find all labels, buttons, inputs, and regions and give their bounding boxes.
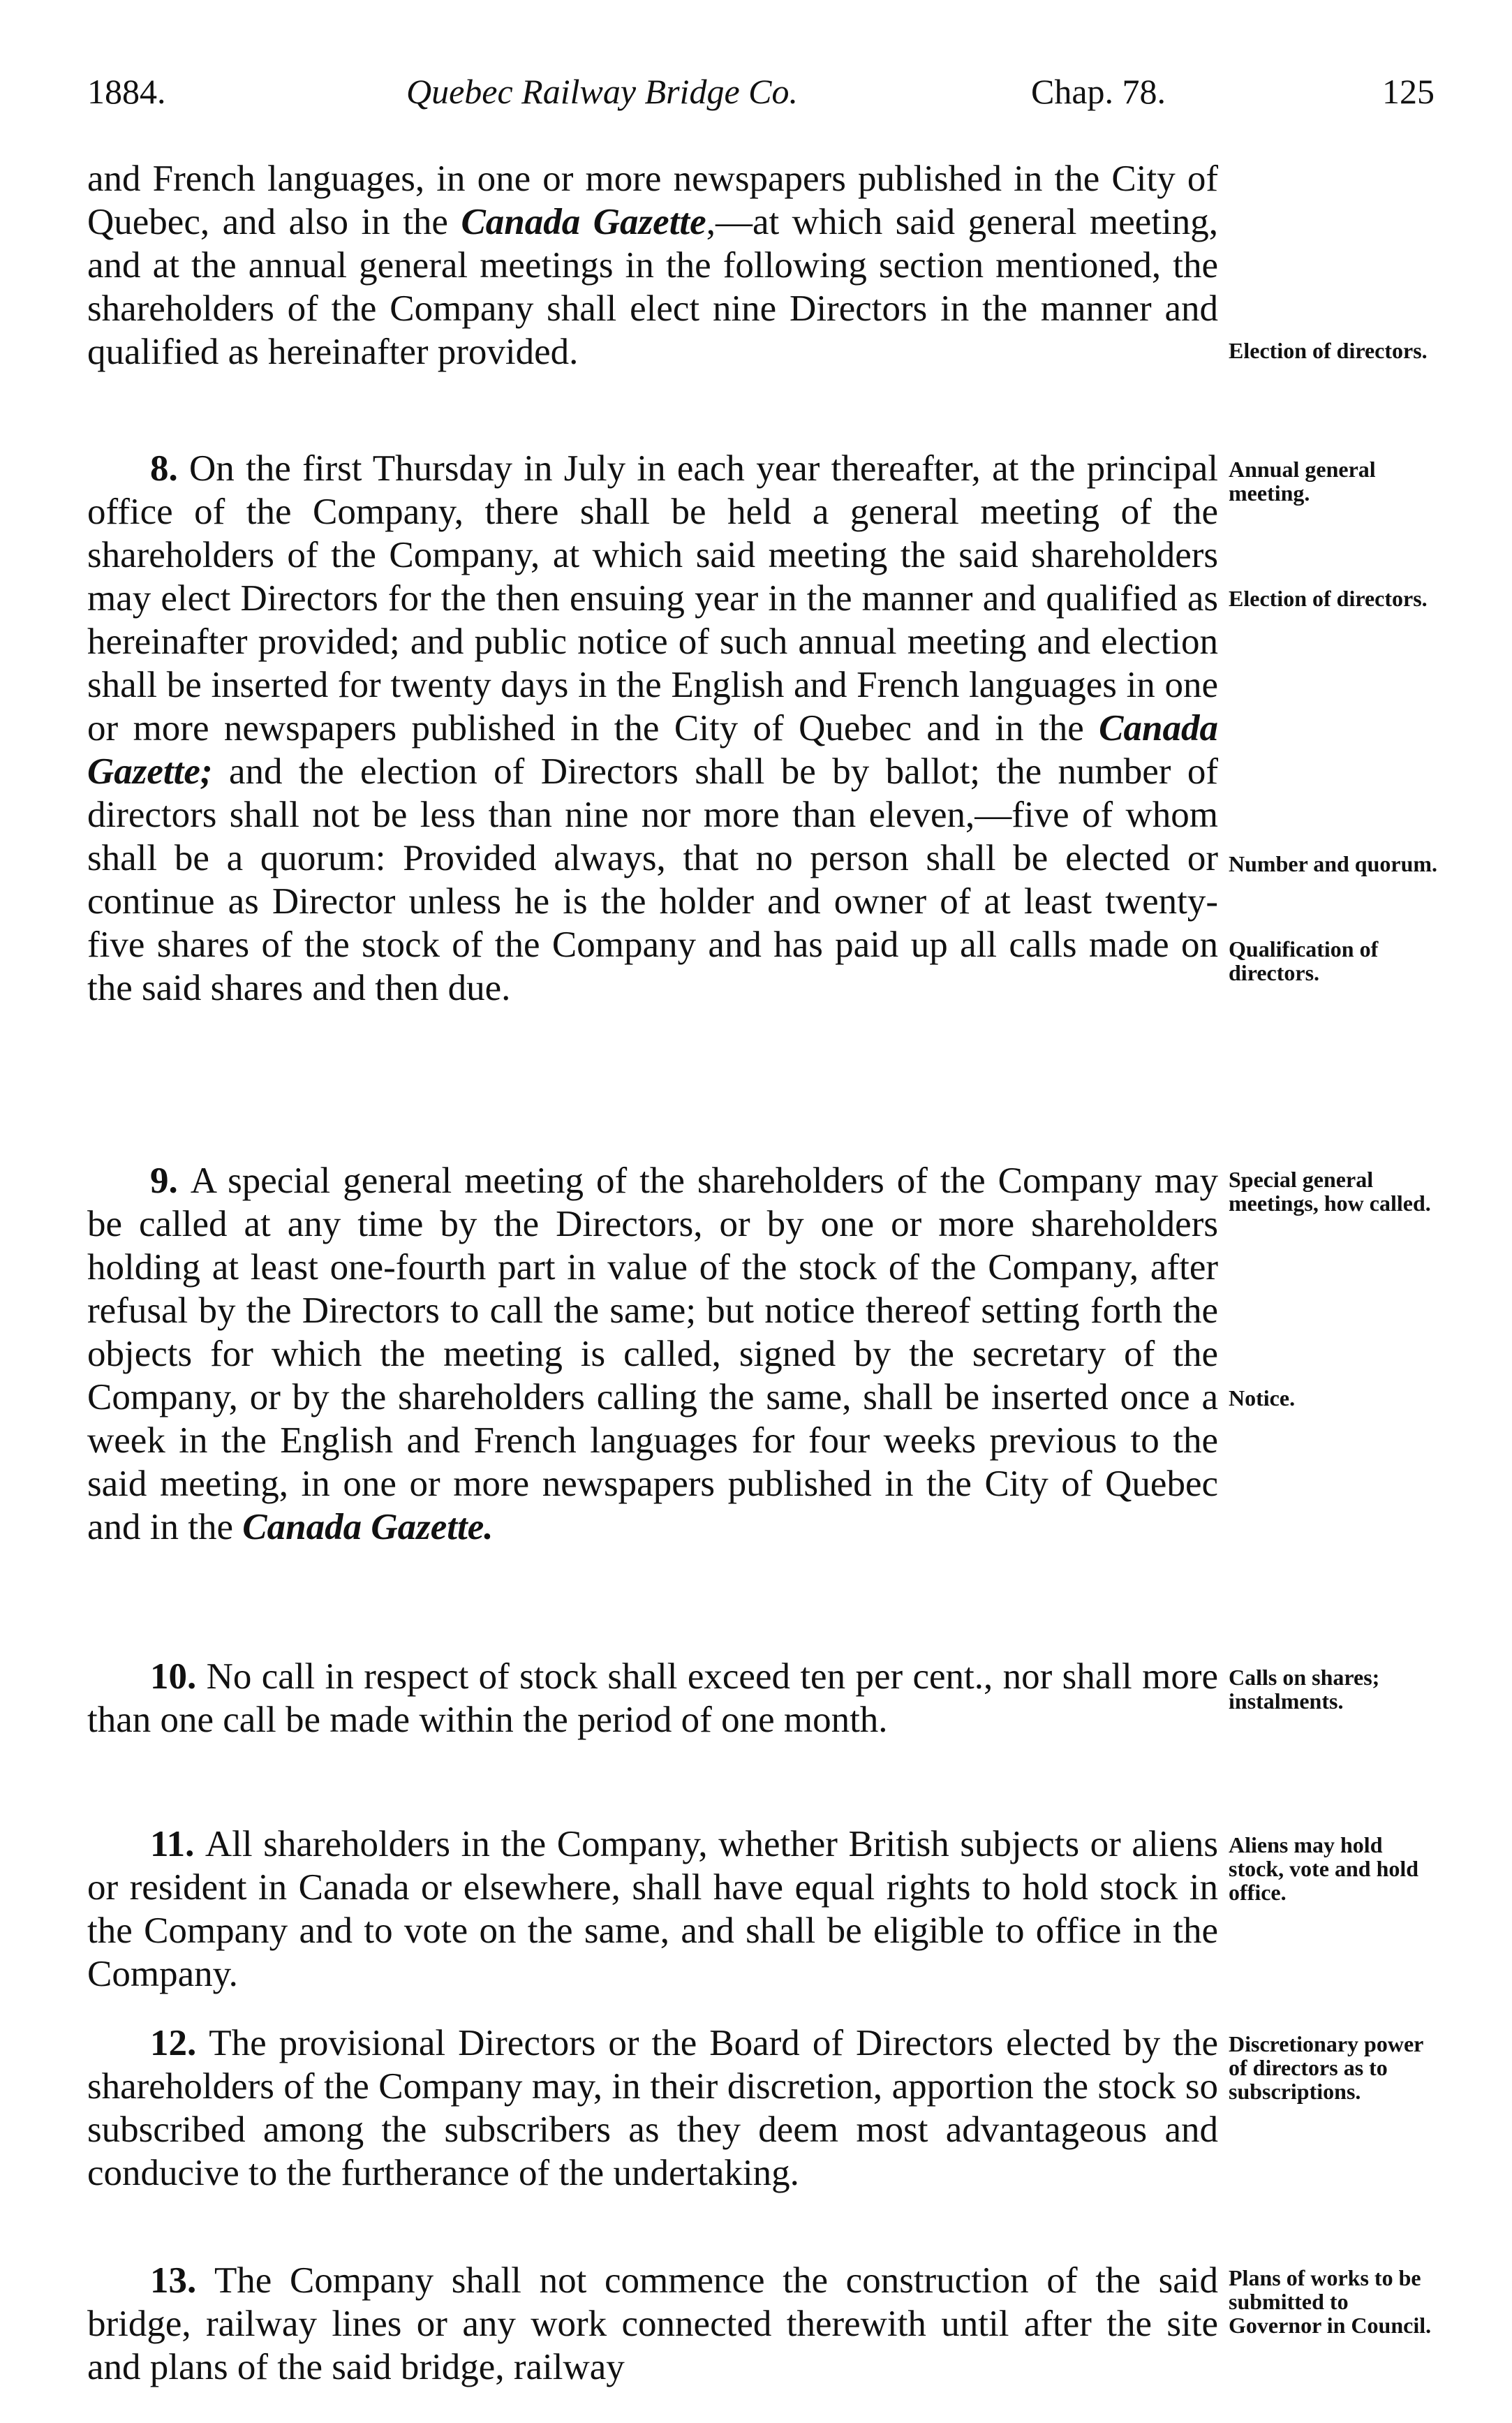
- paragraph-text: All shareholders in the Company, whether British subjects or aliens or resident in Canada or elsewhere, shall have equal rights to hold stock in the Company and to vote on the same, and shall be eligible to office in the Company.: [87, 1824, 1218, 1994]
- section-12: [87, 2021, 1218, 2195]
- margin-note: Number and quorum.: [1229, 851, 1438, 876]
- margin-note: Notice.: [1229, 1385, 1296, 1411]
- margin-note: Election of directors.: [1229, 338, 1428, 363]
- paragraph: [87, 2259, 1218, 2389]
- header-page-number: 125: [1382, 72, 1435, 111]
- margin-note: Aliens may hold stock, vote and hold office.: [1229, 1832, 1419, 1905]
- section-10: [87, 1655, 1218, 1741]
- section-number: 11.: [150, 1824, 205, 1864]
- section-number: 10.: [150, 1656, 207, 1697]
- section-7-continuation: [87, 157, 1218, 374]
- italic-citation: Canada Gazette.: [242, 1507, 494, 1547]
- paragraph: [87, 157, 1218, 374]
- section-number: 9.: [150, 1161, 191, 1201]
- paragraph-text: On the first Thursday in July in each year thereafter, at the principal office of the Company, there shall be held a general meeting of the shareholders of the Company, at which said meeting the said shareholders may elect Directors for the then ensuing year in the manner and qualified as hereinafter provided; and public notice of such annual meeting and election shall be inserted for twenty days in the English and French languages in one or more newspapers published in the City of Quebec and in the: [87, 448, 1218, 749]
- section-number: 12.: [150, 2023, 209, 2063]
- italic-citation: Canada Gazette;: [87, 708, 1218, 792]
- section-9: [87, 1159, 1218, 1549]
- margin-note: Annual general meeting.: [1229, 457, 1376, 506]
- section-8: [87, 447, 1218, 1010]
- italic-citation: Canada Gazette: [461, 202, 706, 242]
- paragraph-text: A special general meeting of the shareholders of the Company may be called at any time by the Directors, or by one or more shareholders holding at least one-fourth part in value of the stock of the Company, after refusal by the Directors to call the same; but notice thereof setting forth the objects for which the meeting is called, signed by the secretary of the Company, or by the shareholders calling the same, shall be inserted once a week in the English and French languages for four weeks previous to the said meeting, in one or more newspapers published in the City of Quebec and in the: [87, 1161, 1218, 1547]
- margin-note: Discretionary power of directors as to subscriptions.: [1229, 2031, 1423, 2104]
- margin-note: Qualification of directors.: [1229, 936, 1379, 985]
- margin-note: Calls on shares; instalments.: [1229, 1665, 1380, 1714]
- section-number: 8.: [150, 448, 190, 489]
- margin-note: Plans of works to be submitted to Governor in Council.: [1229, 2265, 1432, 2338]
- paragraph-text: The Company shall not commence the construction of the said bridge, railway lines or any work connected therewith until after the site and plans of the said bridge, railway: [87, 2260, 1218, 2387]
- header-year: 1884.: [87, 72, 166, 111]
- paragraph: [87, 447, 1218, 1010]
- paragraph-text: and French languages, in one or more newspapers published in the City of Quebec, and also in the: [87, 159, 1218, 242]
- paragraph-text: The provisional Directors or the Board of Directors elected by the shareholders of the Company may, in their discretion, apportion the stock so subscribed among the subscribers as they deem most advantageous and conducive to the furtherance of the undertaking.: [87, 2023, 1218, 2193]
- paragraph-text: No call in respect of stock shall exceed ten per cent., nor shall more than one call be made within the period of one month.: [87, 1656, 1219, 1740]
- paragraph: [87, 1159, 1218, 1549]
- section-11: [87, 1822, 1218, 1996]
- running-header: [87, 71, 1435, 127]
- margin-note: Special general meetings, how called.: [1229, 1167, 1431, 1216]
- paragraph: [87, 1822, 1218, 1996]
- section-number: 13.: [150, 2260, 214, 2301]
- paragraph-text: ,—at which said general meeting, and at the annual general meetings in the following section mentioned, the shareholders of the Company shall elect nine Directors in the manner and qualified as hereinafter provided.: [87, 202, 1218, 372]
- paragraph: [87, 1655, 1218, 1741]
- section-13: [87, 2259, 1218, 2389]
- margin-note: Election of directors.: [1229, 586, 1428, 611]
- header-chapter: Chap. 78.: [1031, 72, 1166, 111]
- paragraph: [87, 2021, 1218, 2195]
- header-running-title: Quebec Railway Bridge Co.: [406, 72, 798, 111]
- paragraph-text: and the election of Directors shall be by ballot; the number of directors shall not be less than nine nor more than eleven,—five of whom shall be a quorum: Provided always, that no person shall be elected or continue as Director unless he is the holder and owner of at least twenty-five shares of the stock of the Company and has paid up all calls made on the said shares and then due.: [87, 751, 1218, 1008]
